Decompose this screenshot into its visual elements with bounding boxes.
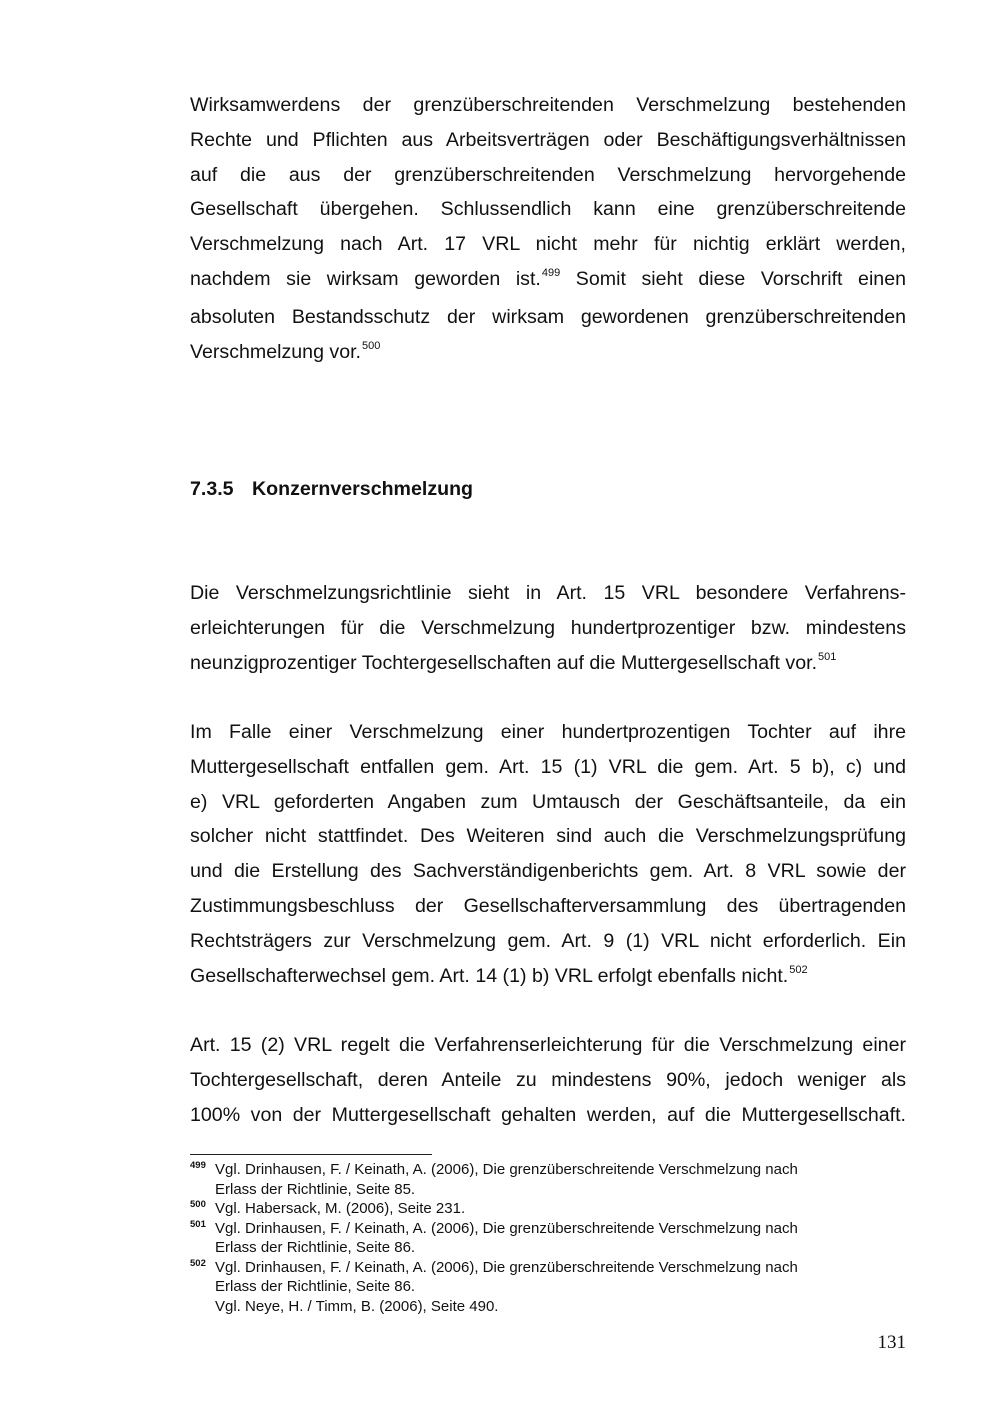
footnote-text: Erlass der Richtlinie, Seite 85. bbox=[215, 1180, 416, 1198]
body-paragraph bbox=[190, 1028, 906, 1132]
text-segment: Gesellschafterwechsel gem. Art. 14 (1) b) VRL erfolgt ebenfalls nicht. bbox=[190, 964, 789, 987]
footnote-separator bbox=[190, 1154, 432, 1155]
body-paragraph bbox=[190, 715, 906, 996]
footnote-text: Vgl. Drinhausen, F. / Keinath, A. (2006), Die grenzüberschreitende Verschmelzung nach bbox=[215, 1219, 798, 1237]
text-line: Die Verschmelzungsrichtlinie sieht in Art. 15 VRL besondere Verfahrens- bbox=[190, 582, 906, 604]
footnote-mark: 500 bbox=[190, 1199, 206, 1210]
footnotes bbox=[190, 1160, 906, 1316]
text-line: Verschmelzung nach Art. 17 VRL nicht mehr für nichtig erklärt werden, bbox=[190, 233, 906, 256]
body-paragraph bbox=[190, 576, 906, 683]
footnote-mark: 502 bbox=[190, 1257, 206, 1269]
footnote bbox=[190, 1199, 906, 1219]
text-line: e) VRL geforderten Angaben zum Umtausch der Geschäftsanteile, da ein bbox=[190, 790, 906, 813]
text-line: Wirksamwerdens der grenzüberschreitenden Verschmelzung bestehenden bbox=[190, 94, 906, 116]
text-line: Im Falle einer Verschmelzung einer hundertprozentigen Tochter auf ihre bbox=[190, 721, 906, 743]
text-segment: neunzigprozentiger Tochtergesellschaften auf die Muttergesellschaft vor. bbox=[190, 651, 818, 674]
footnote-reference[interactable]: 499 bbox=[541, 266, 561, 279]
footnote-reference[interactable]: 500 bbox=[362, 339, 381, 352]
text-line: Art. 15 (2) VRL regelt die Verfahrenserleichterung für die Verschmelzung einer bbox=[190, 1034, 906, 1056]
text-line bbox=[190, 959, 906, 997]
text-line: Muttergesellschaft entfallen gem. Art. 15 (1) VRL die gem. Art. 5 b), c) und bbox=[190, 755, 906, 778]
text-segment: Somit sieht diese Vorschrift einen bbox=[560, 267, 906, 290]
text-line: Rechte und Pflichten aus Arbeitsverträgen oder Beschäftigungsverhältnissen bbox=[190, 128, 906, 151]
text-line: erleichterungen für die Verschmelzung hundertprozentiger bzw. mindestens bbox=[190, 616, 906, 639]
footnote-text: Vgl. Drinhausen, F. / Keinath, A. (2006), Die grenzüberschreitende Verschmelzung nach bbox=[215, 1161, 798, 1178]
text-line: Tochtergesellschaft, deren Anteile zu mindestens 90%, jedoch weniger als bbox=[190, 1068, 906, 1091]
text-segment: Verschmelzung vor. bbox=[190, 340, 361, 363]
text-line: Rechtsträgers zur Verschmelzung gem. Art. 9 (1) VRL nicht erforderlich. Ein bbox=[190, 929, 906, 952]
footnote-text: Vgl. Drinhausen, F. / Keinath, A. (2006), Die grenzüberschreitende Verschmelzung nach bbox=[215, 1258, 798, 1276]
text-line: und die Erstellung des Sachverständigenberichts gem. Art. 8 VRL sowie der bbox=[190, 860, 906, 883]
text-line bbox=[190, 646, 906, 684]
section-heading bbox=[190, 472, 473, 506]
footnote-text: Vgl. Neye, H. / Timm, B. (2006), Seite 490. bbox=[215, 1297, 499, 1315]
footnote-mark: 501 bbox=[190, 1218, 206, 1230]
text-line: absoluten Bestandsschutz der wirksam gewordenen grenzüberschreitenden bbox=[190, 305, 906, 328]
text-line bbox=[190, 262, 906, 300]
body-paragraph bbox=[190, 88, 906, 372]
footnote-reference[interactable]: 501 bbox=[818, 650, 837, 663]
text-line: auf die aus der grenzüberschreitenden Verschmelzung hervorgehende bbox=[190, 163, 906, 186]
section-title: Konzernverschmelzung bbox=[252, 478, 474, 500]
footnote-text: Erlass der Richtlinie, Seite 86. bbox=[215, 1239, 416, 1256]
text-segment: nachdem sie wirksam geworden ist. bbox=[190, 267, 541, 290]
section-number: 7.3.5 bbox=[190, 478, 234, 500]
footnote bbox=[190, 1160, 906, 1199]
text-line: 100% von der Muttergesellschaft gehalten werden, auf die Muttergesellschaft. bbox=[190, 1103, 906, 1126]
page-number: 131 bbox=[877, 1332, 906, 1353]
text-line bbox=[190, 335, 906, 373]
text-line: Zustimmungsbeschluss der Gesellschafterversammlung des übertragenden bbox=[190, 894, 906, 917]
text-line: Gesellschaft übergehen. Schlussendlich kann eine grenzüberschreitende bbox=[190, 198, 906, 221]
footnote-text: Vgl. Habersack, M. (2006), Seite 231. bbox=[215, 1200, 466, 1217]
footnote-reference[interactable]: 502 bbox=[789, 963, 808, 976]
text-line: solcher nicht stattfindet. Des Weiteren sind auch die Verschmelzungsprüfung bbox=[190, 825, 906, 848]
footnote-text: Erlass der Richtlinie, Seite 86. bbox=[215, 1278, 416, 1295]
footnote bbox=[190, 1258, 906, 1317]
footnote-mark: 499 bbox=[190, 1160, 206, 1171]
footnote bbox=[190, 1219, 906, 1258]
